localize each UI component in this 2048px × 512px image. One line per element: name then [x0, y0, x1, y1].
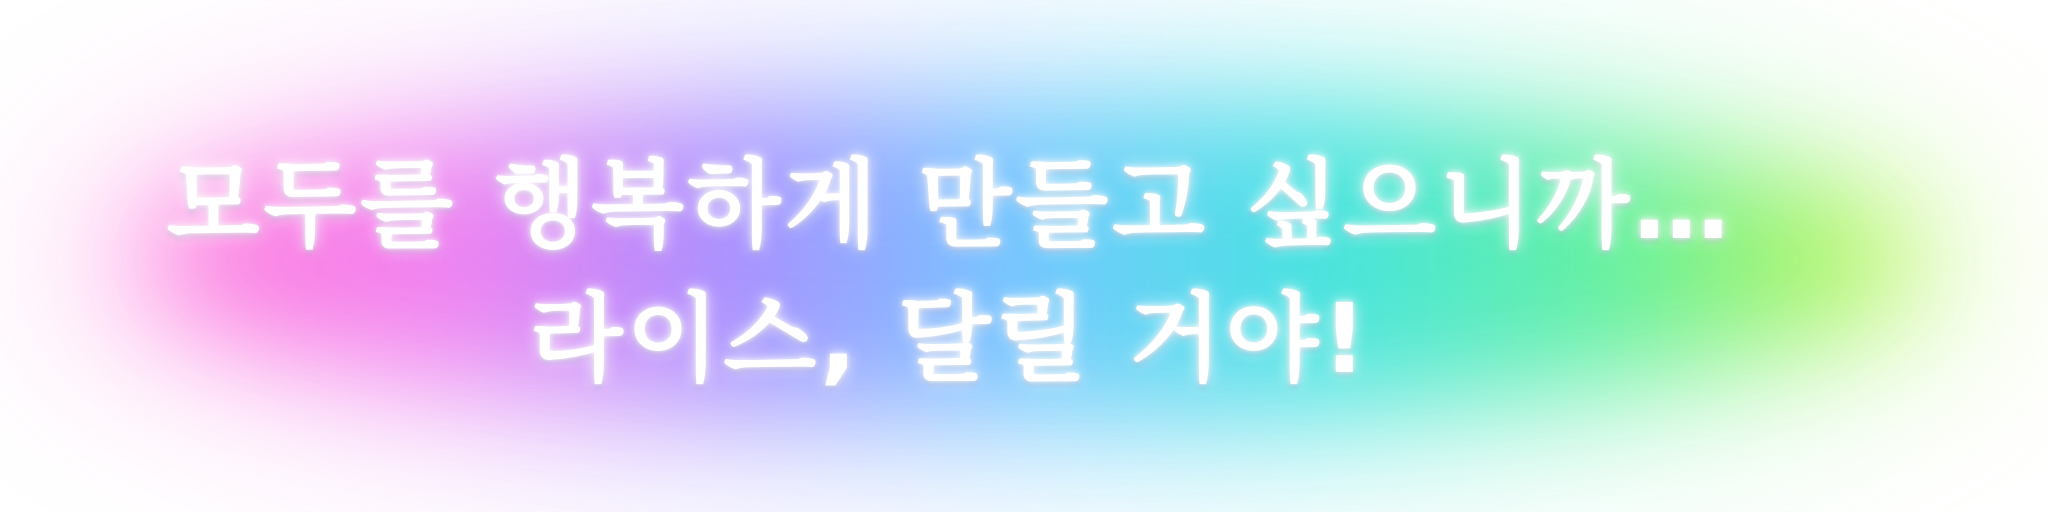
- subtitle-text: [0, 138, 1900, 406]
- subtitle-line-2: 라이스, 달릴 거야!: [529, 283, 1371, 395]
- subtitle-line-1: 모두를 행복하게 만들고 싶으니까…: [166, 149, 1734, 261]
